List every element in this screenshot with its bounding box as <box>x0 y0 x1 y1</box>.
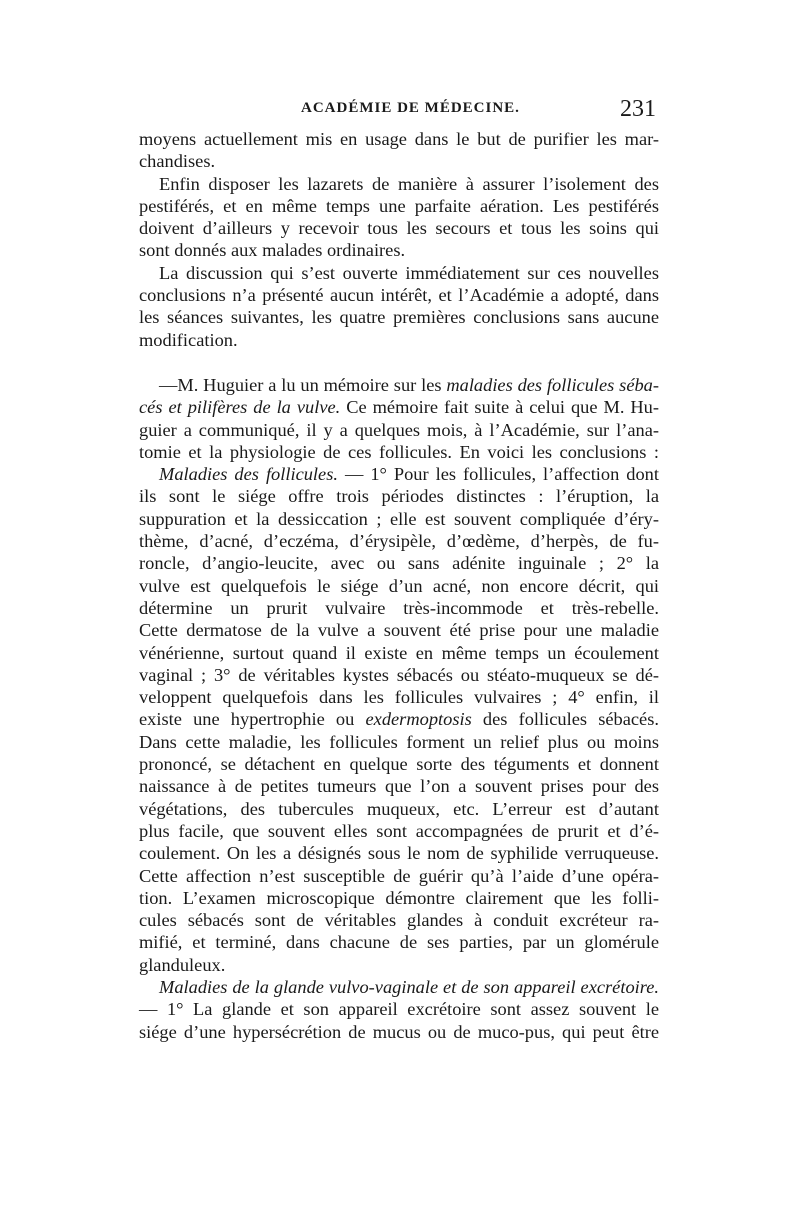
text-line: les séances suivantes, les quatre premières conclusions sans aucune <box>139 307 659 328</box>
text-line: siége d’une hypersécrétion de mucus ou de muco-pus, qui peut être <box>139 1021 659 1042</box>
text-line: roncle, d’angio-leucite, avec ou sans adénite inguinale ; 2° la <box>139 553 659 574</box>
text-line: vénérienne, surtout quand il existe en même temps un écoulement <box>139 642 659 663</box>
text-line: Cette affection n’est susceptible de guérir qu’à l’aide d’une opéra- <box>139 865 659 886</box>
text-line: moyens actuellement mis en usage dans le but de purifier les mar- <box>139 129 659 149</box>
section-gap <box>139 351 659 374</box>
text-line: Enfin disposer les lazarets de manière à assurer l’isolement des <box>159 173 659 194</box>
text-line: vulve est quelquefois le siége d’un acné, non encore décrit, qui <box>139 575 659 596</box>
text-line: doivent d’ailleurs y recevoir tous les secours et tous les soins qui <box>139 218 659 239</box>
italic-heading: Maladies des follicules. <box>159 464 338 485</box>
text-line: vaginal ; 3° de véritables kystes sébacés ou stéato-muqueux se dé- <box>139 664 659 685</box>
text-run: existe une hypertrophie ou <box>139 709 366 730</box>
text-line <box>139 976 659 998</box>
italic-term: exdermoptosis <box>365 709 472 730</box>
text-line: Cette dermatose de la vulve a souvent été prise pour une maladie <box>139 620 659 641</box>
italic-title: maladies des follicules séba- <box>446 374 659 395</box>
text-line <box>139 463 659 485</box>
text-line: modification. <box>139 329 238 350</box>
text-line: chandises. <box>139 151 216 172</box>
text-line: ils sont le siége offre trois périodes distinctes : l’éruption, la <box>139 486 659 507</box>
text-line: tomie et la physiologie de ces follicules. En voici les conclusions : <box>139 441 659 462</box>
text-line: Dans cette maladie, les follicules forment un relief plus ou moins <box>139 731 659 752</box>
text-line: veloppent quelquefois dans les follicules vulvaires ; 4° enfin, il <box>139 687 659 708</box>
text-line: plus facile, que souvent elles sont accompagnées de prurit et d’é- <box>139 820 659 841</box>
text-line: détermine un prurit vulvaire très-incommode et très-rebelle. <box>139 597 659 618</box>
running-head <box>139 96 656 126</box>
text-line: coulement. On les a désignés sous le nom de syphilide verruqueuse. <box>139 843 659 864</box>
text-line: glanduleux. <box>139 954 226 975</box>
text-run: Ce mémoire fait suite à celui que M. Hu- <box>340 397 660 418</box>
running-title: ACADÉMIE DE MÉDECINE. <box>301 100 520 116</box>
text-line: sont donnés aux malades ordinaires. <box>139 240 406 261</box>
text-line <box>139 374 659 396</box>
text-line: mifié, et terminé, dans chacune de ses parties, par un glomérule <box>139 932 659 953</box>
text-line: végétations, des tubercules muqueux, etc. L’erreur est d’autant <box>139 798 659 819</box>
text-line: prononcé, se détachent en quelque sorte des téguments et donnent <box>139 754 659 775</box>
text-run: —M. Huguier a lu un mémoire sur les <box>159 374 447 395</box>
text-run: — 1° Pour les follicules, l’affection dont <box>337 464 659 485</box>
text-line: suppuration et la dessiccation ; elle est souvent compliquée d’éry- <box>139 508 659 529</box>
text-line <box>139 396 659 418</box>
italic-heading: Maladies de la glande vulvo-vaginale et de son appareil excrétoire. <box>159 976 659 997</box>
text-line: naissance à de petites tumeurs que l’on a souvent prises pour des <box>139 776 659 797</box>
text-line: thème, d’acné, d’eczéma, d’érysipèle, d’œdème, d’herpès, de fu- <box>139 531 659 552</box>
text-line: pestiférés, et en même temps une parfaite aération. Les pestiférés <box>139 195 659 216</box>
text-run: des follicules sébacés. <box>471 709 659 730</box>
text-line: tion. L’examen microscopique démontre clairement que les folli- <box>139 887 659 908</box>
text-line: guier a communiqué, il y a quelques mois, à l’Académie, sur l’ana- <box>139 419 659 440</box>
text-line: La discussion qui s’est ouverte immédiatement sur ces nouvelles <box>159 262 659 283</box>
body-text <box>139 128 659 1043</box>
italic-title: cés et pilifères de la vulve. <box>139 397 341 418</box>
text-line: — 1° La glande et son appareil excrétoire sont assez souvent le <box>139 999 659 1020</box>
text-line: conclusions n’a présenté aucun intérêt, et l’Académie a adopté, dans <box>139 285 659 306</box>
text-line <box>139 708 659 730</box>
page-number: 231 <box>620 96 656 122</box>
text-line: cules sébacés sont de véritables glandes à conduit excréteur ra- <box>139 910 659 931</box>
